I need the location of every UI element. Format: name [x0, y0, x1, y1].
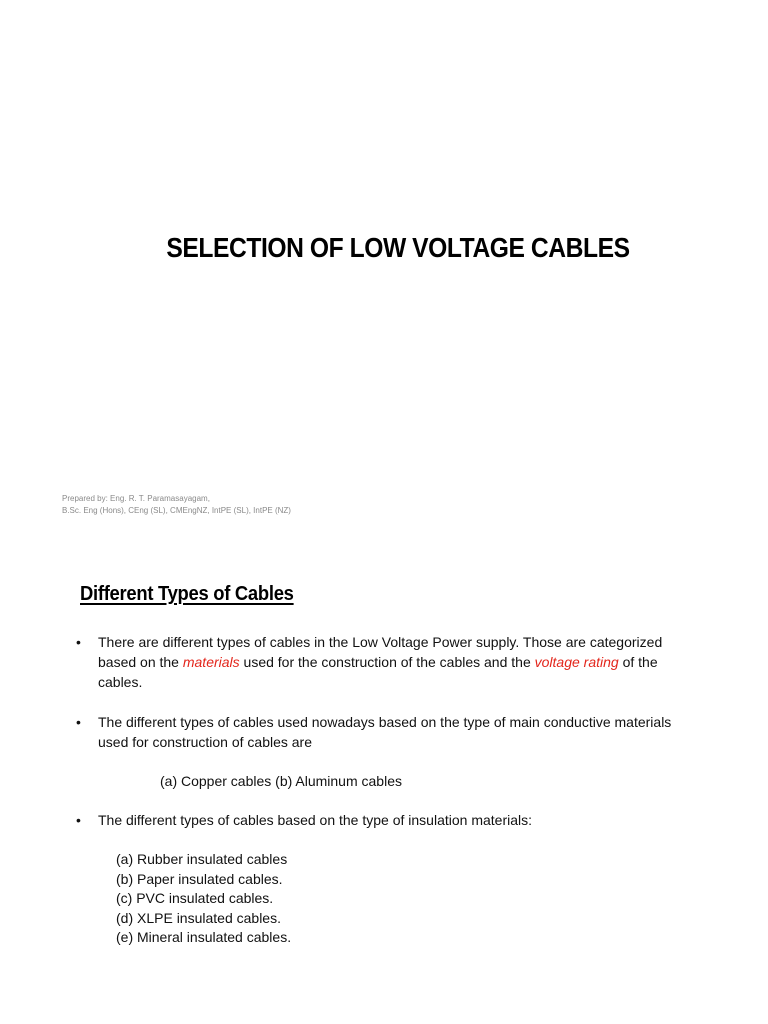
list-item: (c) PVC insulated cables.	[116, 890, 274, 907]
author-credit	[62, 493, 291, 517]
author-line-1: Prepared by: Eng. R. T. Paramasayagam,	[62, 494, 210, 503]
insulation-types-list	[116, 850, 291, 948]
highlight-voltage-rating: voltage rating	[534, 654, 619, 670]
document-title: SELECTION OF LOW VOLTAGE CABLES	[166, 232, 630, 263]
conductor-types-line: (a) Copper cables (b) Aluminum cables	[160, 773, 402, 789]
bullet1-part2: used for the construction of the cables and the	[239, 654, 535, 670]
bullet-dot: •	[76, 634, 81, 650]
list-item: (e) Mineral insulated cables.	[116, 929, 292, 946]
bullet-cable-categories	[76, 632, 676, 692]
bullet-dot: •	[76, 714, 81, 730]
list-item: (a) Rubber insulated cables	[116, 851, 288, 867]
section-heading: Different Types of Cables	[80, 583, 294, 605]
bullet1-part3: of the cables.	[98, 654, 658, 690]
list-item: (d) XLPE insulated cables.	[116, 909, 281, 926]
bullet1-part1: There are different types of cables in the Low Voltage Power supply. Those are categorized based on the	[98, 634, 663, 670]
list-item: (b) Paper insulated cables.	[116, 870, 283, 887]
bullet-text	[98, 632, 676, 692]
bullet-insulation-materials	[76, 810, 676, 830]
author-line-2: B.Sc. Eng (Hons), CEng (SL), CMEngNZ, IntPE (SL), IntPE (NZ)	[62, 506, 291, 515]
bullet-text: The different types of cables used nowadays based on the type of main conductive materials used for construction of cables are	[98, 714, 672, 750]
bullet-conductive-materials	[76, 712, 676, 752]
highlight-materials: materials	[182, 654, 240, 670]
bullet-dot: •	[76, 812, 81, 828]
bullet-text: The different types of cables based on the type of insulation materials:	[98, 812, 532, 828]
